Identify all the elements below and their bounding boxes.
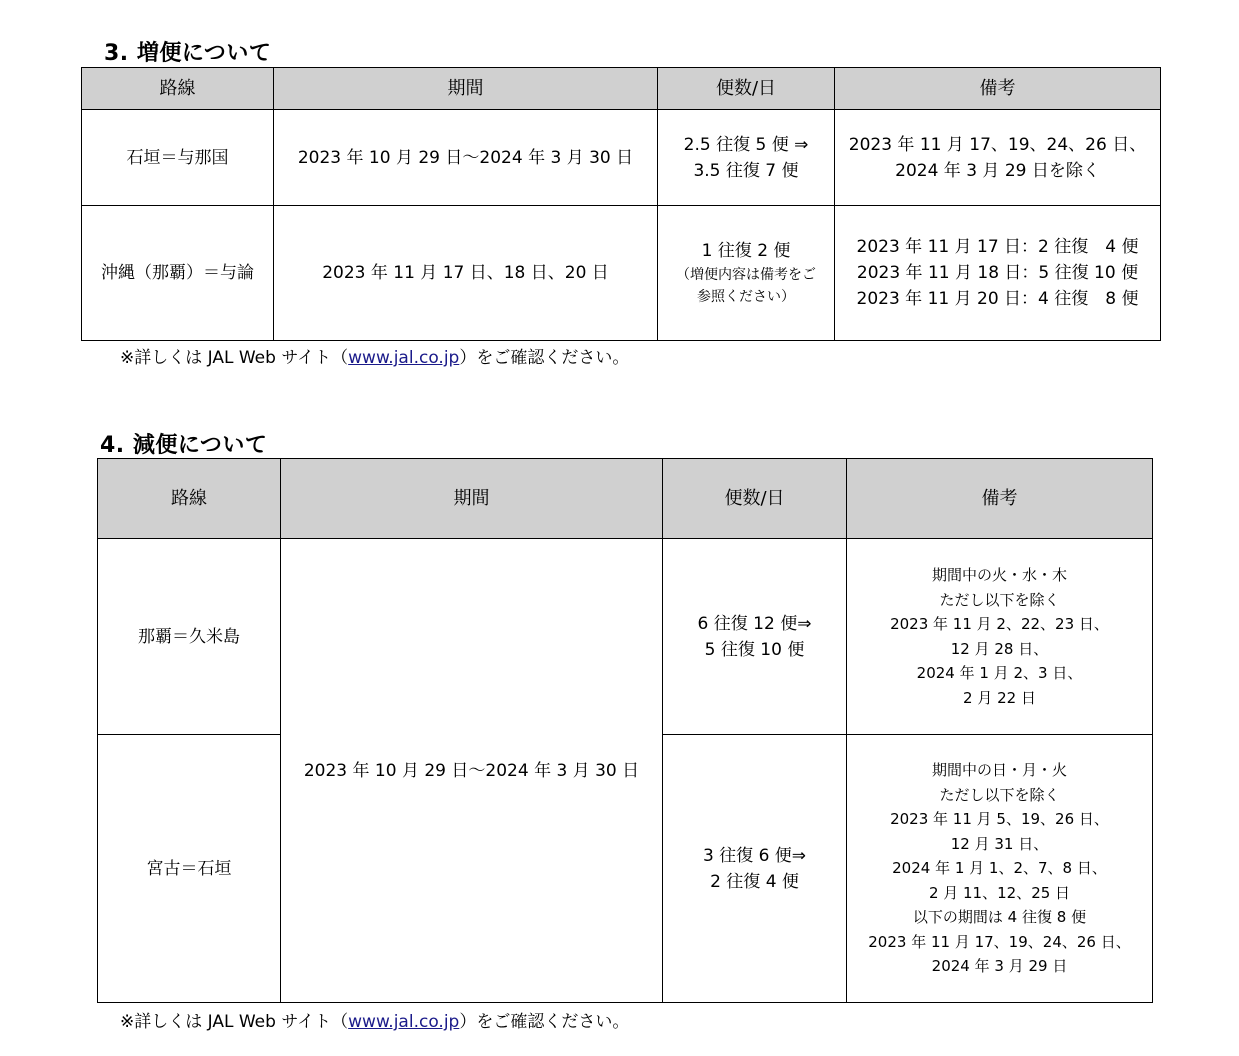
remarks-line: 12 月 28 日、 <box>950 639 1049 658</box>
remarks-line: 2023 年 11 月 18 日：5 往復 10 便 <box>856 263 1139 283</box>
flights-line: 2 往復 4 便 <box>710 871 799 892</box>
remarks-line: 2023 年 11 月 17 日：2 往復 4 便 <box>856 237 1139 257</box>
table-row <box>82 110 1161 206</box>
route-cell: 沖縄（那覇）＝与論 <box>82 206 274 341</box>
decrease-table <box>97 458 1153 1003</box>
remarks-line: 12 月 31 日、 <box>950 834 1049 853</box>
remarks-cell <box>835 206 1161 341</box>
header-row <box>82 68 1161 110</box>
remarks-cell <box>835 110 1161 206</box>
remarks-line: 以下の期間は 4 往復 8 便 <box>912 908 1087 927</box>
section3-title: 3. 増便について <box>104 41 272 66</box>
flights-note-line: （増便内容は備考をご <box>676 267 816 283</box>
header-remarks: 備考 <box>847 459 1153 539</box>
note-suffix: ）をご確認ください。 <box>459 348 630 368</box>
increase-table <box>81 67 1161 341</box>
flights-note-line: 参照ください） <box>697 289 795 305</box>
remarks-line: 期間中の火・水・木 <box>931 566 1067 584</box>
flights-line: 3.5 往復 7 便 <box>693 160 799 181</box>
header-period: 期間 <box>274 68 658 110</box>
flights-line: 6 往復 12 便⇒ <box>697 613 812 634</box>
note-suffix: ）をご確認ください。 <box>459 1012 630 1032</box>
remarks-line: 2024 年 1 月 2、3 日、 <box>916 664 1083 682</box>
remarks-line: 2 月 11、12、25 日 <box>928 883 1071 902</box>
flights-line: 3 往復 6 便⇒ <box>702 845 807 866</box>
flights-cell <box>658 206 835 341</box>
remarks-cell <box>847 539 1153 735</box>
remarks-cell <box>847 735 1153 1003</box>
remarks-line: 2023 年 11 月 20 日：4 往復 8 便 <box>856 289 1139 309</box>
route-cell: 那覇＝久米島 <box>98 539 281 735</box>
table-row <box>98 539 1153 735</box>
flights-line: 2.5 往復 5 便 ⇒ <box>683 134 809 155</box>
note-prefix: ※詳しくは JAL Web サイト（ <box>120 1012 349 1032</box>
route-cell: 宮古＝石垣 <box>98 735 281 1003</box>
remarks-line: 2023 年 11 月 5、19、26 日、 <box>890 810 1109 829</box>
remarks-line: 期間中の日・月・火 <box>931 761 1067 780</box>
header-flights: 便数/日 <box>663 459 847 539</box>
remarks-line: 2023 年 11 月 17、19、24、26 日、 <box>868 932 1131 951</box>
section4-note <box>120 1007 629 1032</box>
flights-cell <box>663 735 847 1003</box>
header-route: 路線 <box>98 459 281 539</box>
jal-website-link[interactable]: www.jal.co.jp <box>348 348 460 368</box>
period-cell: 2023 年 11 月 17 日、18 日、20 日 <box>274 206 658 341</box>
header-row <box>98 459 1153 539</box>
header-route: 路線 <box>82 68 274 110</box>
remarks-line: 2023 年 11 月 2、22、23 日、 <box>890 615 1109 633</box>
header-remarks: 備考 <box>835 68 1161 110</box>
section3-note <box>120 343 629 368</box>
remarks-line: ただし以下を除く <box>939 590 1060 609</box>
flights-cell <box>658 110 835 206</box>
remarks-line: ただし以下を除く <box>939 785 1060 804</box>
header-period: 期間 <box>281 459 663 539</box>
table-row <box>82 206 1161 341</box>
flights-line: 5 往復 10 便 <box>704 639 805 660</box>
header-flights: 便数/日 <box>658 68 835 110</box>
section4-title: 4. 減便について <box>100 433 268 458</box>
remarks-line: 2024 年 3 月 29 日を除く <box>895 160 1100 181</box>
flights-line: 1 往復 2 便 <box>701 241 791 261</box>
period-cell: 2023 年 10 月 29 日～2024 年 3 月 30 日 <box>274 110 658 206</box>
note-prefix: ※詳しくは JAL Web サイト（ <box>120 348 349 368</box>
remarks-line: 2023 年 11 月 17、19、24、26 日、 <box>848 134 1147 155</box>
jal-website-link[interactable]: www.jal.co.jp <box>348 1012 460 1032</box>
remarks-line: 2024 年 1 月 1、2、7、8 日、 <box>892 859 1107 878</box>
route-cell: 石垣＝与那国 <box>82 110 274 206</box>
period-cell: 2023 年 10 月 29 日～2024 年 3 月 30 日 <box>281 539 663 1003</box>
flights-cell <box>663 539 847 735</box>
remarks-line: 2 月 22 日 <box>963 688 1036 707</box>
remarks-line: 2024 年 3 月 29 日 <box>931 957 1068 976</box>
